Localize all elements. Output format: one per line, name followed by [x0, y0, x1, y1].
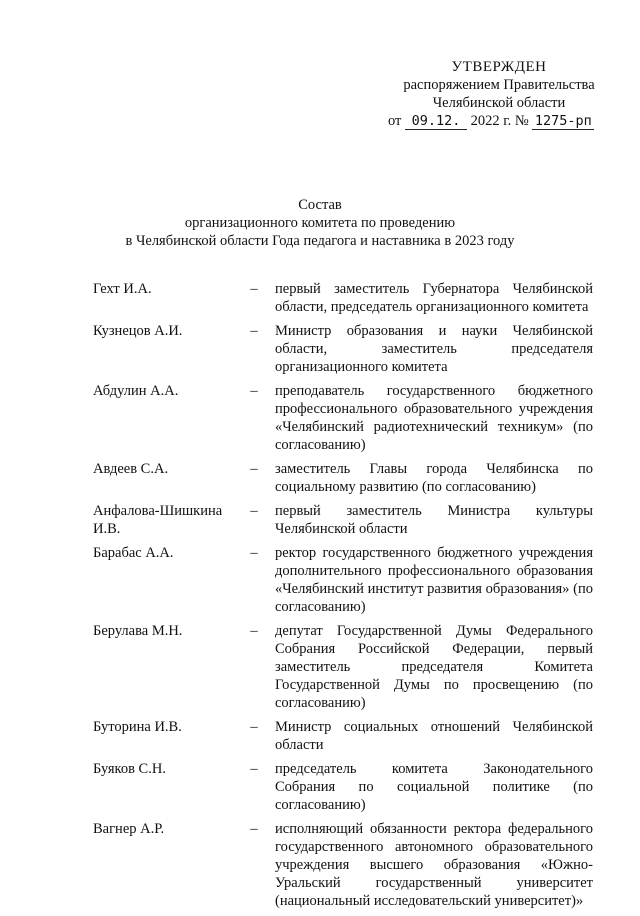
member-role: преподаватель государственного бюджетного профессионального образовательного учреждения «Челябинский радиотехнический техникум» (по согласованию): [275, 383, 593, 453]
approval-number: 1275-рп: [532, 114, 594, 130]
members-list: [0, 280, 640, 916]
member-name: Берулава М.Н.: [93, 623, 183, 639]
member-name: Кузнецов А.И.: [93, 323, 183, 339]
member-name: Авдеев С.А.: [93, 461, 169, 477]
member-role: ректор государственного бюджетного учреждения дополнительного профессионального образования «Челябинский институт развития образования» (по согласованию): [275, 545, 593, 615]
approval-block: [384, 58, 614, 130]
member-name: Вагнер А.Р.: [93, 821, 165, 837]
member-row: [0, 502, 640, 538]
approval-year-number-label: 2022 г. №: [470, 113, 529, 129]
member-name: Буторина И.В.: [93, 719, 182, 735]
member-row: [0, 460, 640, 496]
member-row: [0, 280, 640, 316]
approval-date-line: [384, 112, 614, 130]
member-dash: –: [250, 821, 258, 837]
member-role: первый заместитель Министра культуры Челябинской области: [275, 503, 593, 537]
member-dash: –: [250, 461, 258, 477]
member-row: [0, 544, 640, 616]
member-row: [0, 820, 640, 910]
member-dash: –: [250, 719, 258, 735]
member-name: Анфалова-Шишкина И.В.: [93, 503, 223, 537]
document-title: [0, 196, 640, 250]
member-role: исполняющий обязанности ректора федерального государственного автономного образовательного учреждения высшего образования «Южно-Уральский государственный университет (национальный исследовательский университет)»: [275, 821, 593, 909]
title-line-1: Состав: [298, 197, 342, 213]
member-row: [0, 322, 640, 376]
member-role: депутат Государственной Думы Федерального Собрания Российской Федерации, первый заместитель председателя Комитета Государственной Думы по просвещению (по согласованию): [275, 623, 593, 711]
member-role: Министр образования и науки Челябинской области, заместитель председателя организационного комитета: [275, 323, 593, 375]
member-dash: –: [250, 761, 258, 777]
approval-date: 09.12.: [405, 114, 467, 130]
member-name: Барабас А.А.: [93, 545, 174, 561]
approval-region: Челябинской области: [432, 95, 566, 111]
title-line-3: в Челябинской области Года педагога и наставника в 2023 году: [125, 233, 515, 249]
member-row: [0, 718, 640, 754]
member-role: председатель комитета Законодательного Собрания по социальной политике (по согласованию): [275, 761, 593, 813]
approval-from-label: от: [388, 113, 402, 129]
member-name: Гехт И.А.: [93, 281, 152, 297]
member-name: Буяков С.Н.: [93, 761, 166, 777]
member-role: заместитель Главы города Челябинска по социальному развитию (по согласованию): [275, 461, 593, 495]
member-row: [0, 382, 640, 454]
approval-authority: распоряжением Правительства: [403, 77, 595, 93]
title-line-2: организационного комитета по проведению: [184, 215, 456, 231]
member-dash: –: [250, 323, 258, 339]
member-role: Министр социальных отношений Челябинской области: [275, 719, 593, 753]
approval-heading: УТВЕРЖДЕН: [451, 59, 547, 75]
member-role: первый заместитель Губернатора Челябинской области, председатель организационного комитета: [275, 281, 593, 315]
member-dash: –: [250, 281, 258, 297]
member-dash: –: [250, 545, 258, 561]
member-dash: –: [250, 623, 258, 639]
member-row: [0, 622, 640, 712]
member-dash: –: [250, 383, 258, 399]
member-dash: –: [250, 503, 258, 519]
member-row: [0, 760, 640, 814]
member-name: Абдулин А.А.: [93, 383, 179, 399]
